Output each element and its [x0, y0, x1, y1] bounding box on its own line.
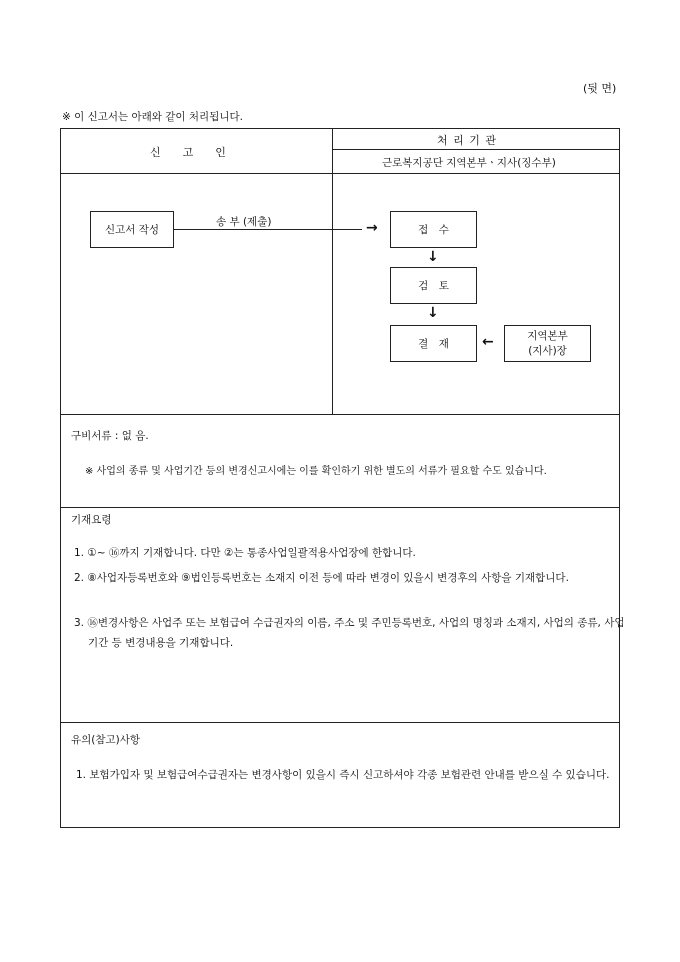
agency-header-divider: [332, 149, 620, 150]
receive-label: 접 수: [418, 224, 449, 236]
instruction-item-1: 1. ①~ ⑯까지 기재합니다. 다만 ②는 통종사업일괄적용사업장에 한합니다.: [74, 547, 416, 559]
arrow-right-icon: →: [366, 220, 378, 236]
arrow-down-icon: ↓: [427, 305, 439, 321]
review-label: 검 토: [418, 280, 449, 292]
documents-bottom-divider: [60, 507, 620, 508]
branch-head-line1: 지역본부: [527, 329, 568, 342]
branch-head-box: [504, 325, 591, 362]
reporter-header: 신 고 인: [150, 146, 226, 159]
back-side-label: (뒷 면): [583, 82, 617, 95]
approve-label: 결 재: [418, 338, 449, 350]
required-documents: 구비서류 : 없 음.: [71, 430, 149, 442]
agency-header-title: 처 리 기 관: [437, 134, 497, 147]
send-line: [174, 229, 362, 230]
review-box: [390, 267, 477, 304]
agency-name: 근로복지공단 지역본부ㆍ지사(징수부): [382, 157, 556, 169]
notes-title: 유의(참고)사항: [71, 734, 141, 746]
arrow-left-icon: ←: [482, 334, 494, 350]
header-divider-vertical: [332, 128, 333, 414]
branch-head-line2: (지사)장: [528, 344, 567, 357]
send-label: 송 부 (제출): [216, 216, 272, 228]
write-report-box: [90, 211, 174, 248]
documents-note: ※ 사업의 종류 및 사업기간 등의 변경신고시에는 이를 확인하기 위한 별도의 서류가 필요할 수도 있습니다.: [85, 466, 547, 477]
receive-box: [390, 211, 477, 248]
note-item-1: 1. 보험가입자 및 보험급여수급권자는 변경사항이 있을시 즉시 신고하셔야 각종 보험관련 안내를 받으실 수 있습니다.: [76, 769, 610, 781]
instructions-title: 기재요령: [71, 514, 112, 526]
instructions-bottom-divider: [60, 722, 620, 723]
header-bottom-divider: [60, 173, 620, 174]
instruction-item-2: 2. ⑧사업자등록번호와 ⑨법인등록번호는 소재지 이전 등에 따라 변경이 있을시 변경후의 사항을 기재합니다.: [74, 572, 569, 584]
write-report-label: 신고서 작성: [104, 224, 160, 236]
arrow-down-icon: ↓: [427, 249, 439, 265]
approve-box: [390, 325, 477, 362]
processing-notice: ※ 이 신고서는 아래와 같이 처리됩니다.: [62, 111, 243, 123]
instruction-item-3: 3. ⑯변경사항은 사업주 또는 보험급여 수급권자의 이름, 주소 및 주민등록번호, 사업의 명칭과 소재지, 사업의 종류, 사업기간 등 변경내용을 기재합니다.: [74, 617, 625, 649]
flow-bottom-divider: [60, 414, 620, 415]
